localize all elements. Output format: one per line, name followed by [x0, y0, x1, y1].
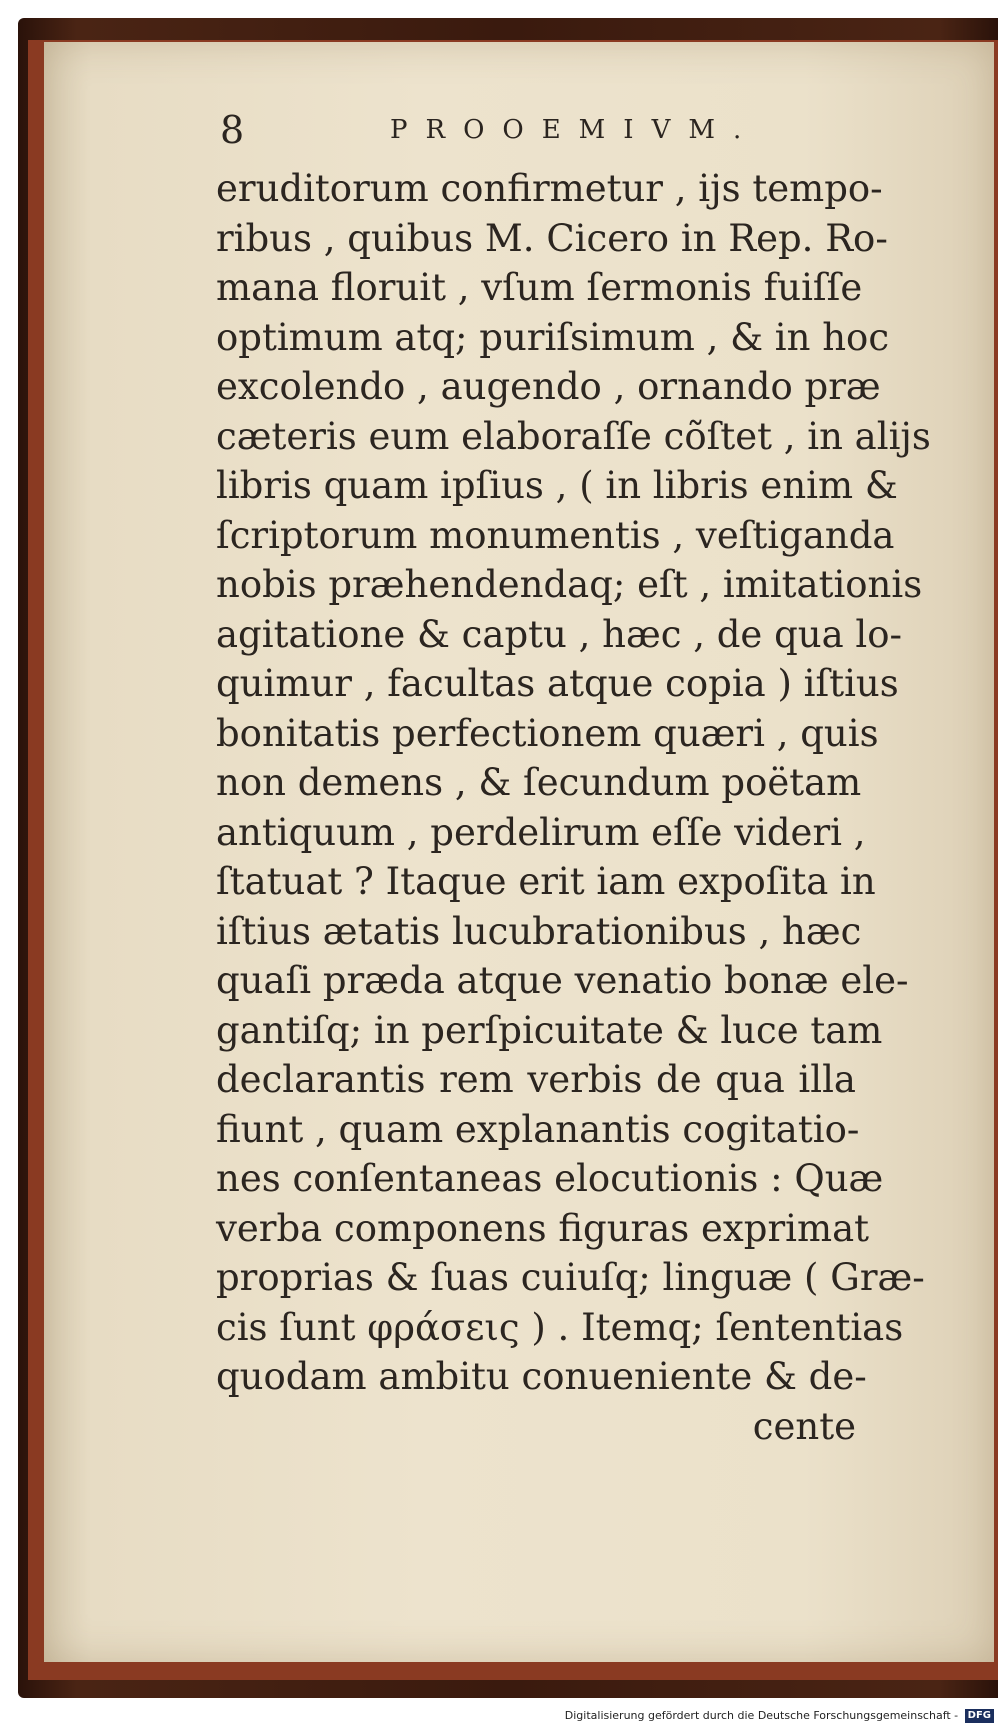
text-line: quaſi præda atque venatio bonæ ele- [216, 959, 909, 1002]
text-line: non demens , & ſecundum poëtam [216, 761, 862, 804]
text-line: cæteris eum elaboraſſe cõſtet , in alijs [216, 414, 931, 458]
dfg-logo: DFG [965, 1709, 994, 1723]
book-page [44, 42, 994, 1662]
text-line: nes conſentaneas elocutionis : Quæ [216, 1157, 884, 1200]
text-line: iſtius ætatis lucubrationibus , hæc [216, 909, 862, 953]
page-number: 8 [220, 108, 245, 152]
text-line: agitatione & captu , hæc , de qua lo- [216, 612, 903, 656]
text-line: excolendo , augendo , ornando præ [216, 365, 881, 408]
text-line: fiunt , quam explanantis cogitatio- [216, 1107, 860, 1151]
text-line: declarantis rem verbis de qua illa [216, 1058, 856, 1101]
text-line: ſtatuat ? Itaque erit iam expoſita in [216, 860, 876, 903]
body-text [216, 164, 931, 1451]
text-line: verba componens figuras exprimat [216, 1206, 870, 1250]
running-header [220, 100, 840, 160]
text-line: bonitatis perfectionem quæri , quis [216, 711, 879, 755]
text-line: cente [752, 1404, 856, 1448]
text-line: mana floruit , vſum ſermonis fuiſſe [216, 266, 863, 309]
text-line: quimur , facultas atque copia ) iſtius [216, 662, 899, 705]
digitization-credit [0, 1706, 994, 1726]
header-title: PROOEMIVM. [390, 115, 760, 145]
credit-text: Digitalisierung gefördert durch die Deutsche Forschungsgemeinschaft - [564, 1709, 959, 1722]
text-line: optimum atq; puriſsimum , & in hoc [216, 315, 890, 359]
text-line: gantiſq; in perſpicuitate & luce tam [216, 1008, 883, 1052]
text-line: antiquum , perdelirum eſſe videri , [216, 810, 866, 854]
text-line: ſcriptorum monumentis , veſtiganda [216, 513, 895, 557]
text-line: quodam ambitu conueniente & de- [216, 1355, 867, 1398]
text-line: cis ſunt φράσεις ) . Itemq; ſententias [216, 1305, 904, 1349]
text-line: eruditorum confirmetur , ijs tempo- [216, 167, 883, 210]
text-line: nobis præhendendaq; eſt , imitationis [216, 563, 923, 606]
text-line: proprias & ſuas cuiuſq; linguæ ( Græ- [216, 1256, 925, 1299]
text-line: ribus , quibus M. Cicero in Rep. Ro- [216, 216, 888, 260]
text-line: libris quam ipſius , ( in libris enim & [216, 464, 898, 507]
